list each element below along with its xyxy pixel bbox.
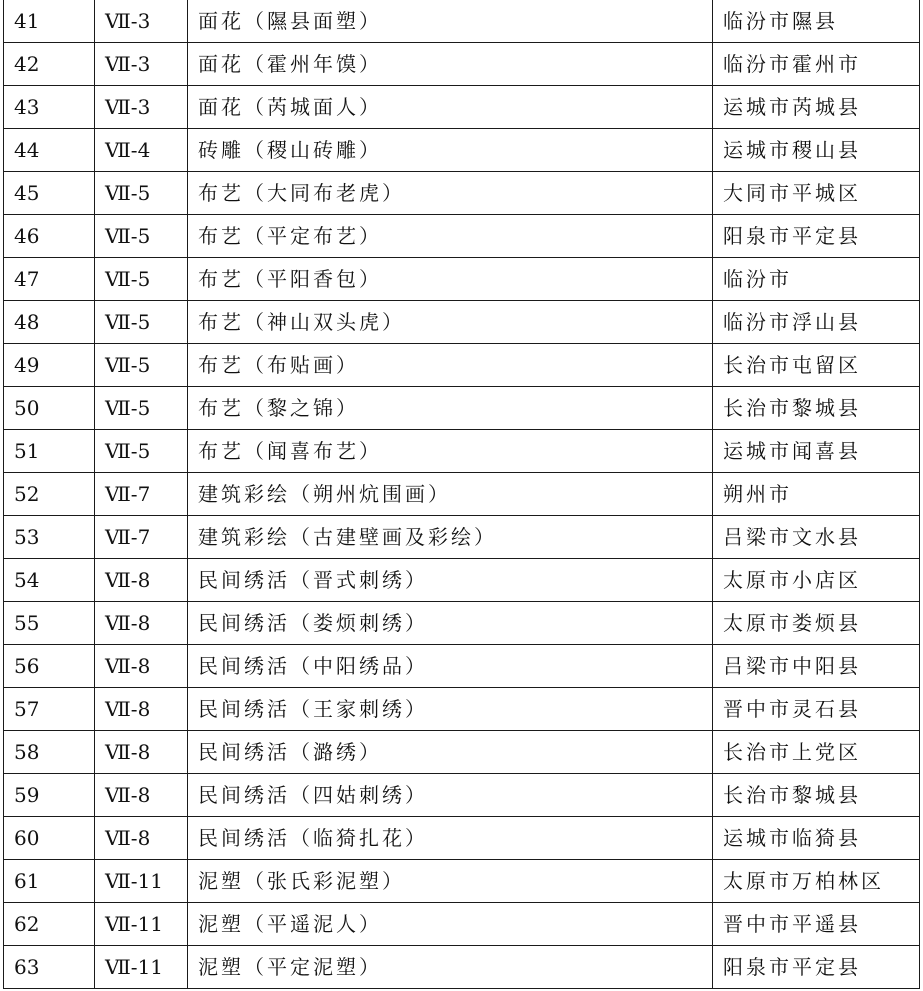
cell-number: 41	[4, 0, 95, 43]
cell-region: 阳泉市平定县	[713, 215, 920, 258]
table-row	[4, 387, 920, 430]
cell-category-code: Ⅶ-5	[95, 301, 188, 344]
cell-number: 50	[4, 387, 95, 430]
table-row	[4, 860, 920, 903]
cell-category-code: Ⅶ-3	[95, 43, 188, 86]
cell-category-code: Ⅶ-4	[95, 129, 188, 172]
cell-number: 47	[4, 258, 95, 301]
cell-number: 54	[4, 559, 95, 602]
cell-project-name: 面花（芮城面人）	[188, 86, 713, 129]
cell-project-name: 布艺（布贴画）	[188, 344, 713, 387]
table-row	[4, 946, 920, 989]
cell-number: 57	[4, 688, 95, 731]
cell-project-name: 泥塑（平遥泥人）	[188, 903, 713, 946]
table-row	[4, 258, 920, 301]
cell-number: 61	[4, 860, 95, 903]
cell-project-name: 布艺（平阳香包）	[188, 258, 713, 301]
cell-project-name: 民间绣活（四姑刺绣）	[188, 774, 713, 817]
cell-project-name: 泥塑（平定泥塑）	[188, 946, 713, 989]
cell-region: 太原市万柏林区	[713, 860, 920, 903]
cell-category-code: Ⅶ-8	[95, 559, 188, 602]
table-row	[4, 645, 920, 688]
cell-region: 阳泉市平定县	[713, 946, 920, 989]
cell-region: 太原市小店区	[713, 559, 920, 602]
table-row	[4, 301, 920, 344]
cell-category-code: Ⅶ-7	[95, 516, 188, 559]
cell-project-name: 建筑彩绘（古建壁画及彩绘）	[188, 516, 713, 559]
table-row	[4, 430, 920, 473]
cell-region: 运城市临猗县	[713, 817, 920, 860]
cell-category-code: Ⅶ-11	[95, 860, 188, 903]
cell-region: 吕梁市文水县	[713, 516, 920, 559]
cell-region: 大同市平城区	[713, 172, 920, 215]
cell-category-code: Ⅶ-5	[95, 172, 188, 215]
cell-number: 53	[4, 516, 95, 559]
table-row	[4, 43, 920, 86]
cell-region: 长治市屯留区	[713, 344, 920, 387]
cell-region: 临汾市霍州市	[713, 43, 920, 86]
cell-number: 58	[4, 731, 95, 774]
cell-region: 太原市娄烦县	[713, 602, 920, 645]
cell-project-name: 布艺（大同布老虎）	[188, 172, 713, 215]
cell-category-code: Ⅶ-8	[95, 688, 188, 731]
cell-project-name: 民间绣活（娄烦刺绣）	[188, 602, 713, 645]
table-row	[4, 86, 920, 129]
cell-project-name: 泥塑（张氏彩泥塑）	[188, 860, 713, 903]
table-body	[4, 0, 920, 989]
cell-category-code: Ⅶ-5	[95, 387, 188, 430]
table-row	[4, 731, 920, 774]
cell-region: 运城市稷山县	[713, 129, 920, 172]
cell-category-code: Ⅶ-3	[95, 0, 188, 43]
cell-region: 长治市黎城县	[713, 774, 920, 817]
cell-project-name: 民间绣活（潞绣）	[188, 731, 713, 774]
table-row	[4, 602, 920, 645]
cell-region: 晋中市灵石县	[713, 688, 920, 731]
cell-category-code: Ⅶ-5	[95, 258, 188, 301]
cell-number: 44	[4, 129, 95, 172]
cell-category-code: Ⅶ-3	[95, 86, 188, 129]
cell-category-code: Ⅶ-5	[95, 430, 188, 473]
table-row	[4, 688, 920, 731]
cell-category-code: Ⅶ-8	[95, 645, 188, 688]
cell-number: 42	[4, 43, 95, 86]
cell-number: 43	[4, 86, 95, 129]
cell-category-code: Ⅶ-11	[95, 903, 188, 946]
table-row	[4, 774, 920, 817]
cell-region: 临汾市	[713, 258, 920, 301]
table-row	[4, 215, 920, 258]
cell-project-name: 面花（霍州年馍）	[188, 43, 713, 86]
cell-region: 长治市上党区	[713, 731, 920, 774]
table-row	[4, 903, 920, 946]
table-row	[4, 344, 920, 387]
cell-number: 59	[4, 774, 95, 817]
cell-region: 临汾市浮山县	[713, 301, 920, 344]
cell-number: 46	[4, 215, 95, 258]
cell-project-name: 布艺（闻喜布艺）	[188, 430, 713, 473]
cell-category-code: Ⅶ-8	[95, 774, 188, 817]
cell-number: 52	[4, 473, 95, 516]
cell-number: 45	[4, 172, 95, 215]
cell-region: 运城市闻喜县	[713, 430, 920, 473]
cell-number: 51	[4, 430, 95, 473]
cell-project-name: 民间绣活（中阳绣品）	[188, 645, 713, 688]
cell-region: 朔州市	[713, 473, 920, 516]
cell-project-name: 民间绣活（王家刺绣）	[188, 688, 713, 731]
table-row	[4, 473, 920, 516]
cell-project-name: 民间绣活（临猗扎花）	[188, 817, 713, 860]
cell-region: 长治市黎城县	[713, 387, 920, 430]
cell-project-name: 布艺（黎之锦）	[188, 387, 713, 430]
cell-project-name: 砖雕（稷山砖雕）	[188, 129, 713, 172]
cell-number: 62	[4, 903, 95, 946]
cell-category-code: Ⅶ-5	[95, 215, 188, 258]
cell-number: 63	[4, 946, 95, 989]
cell-project-name: 建筑彩绘（朔州炕围画）	[188, 473, 713, 516]
table-row	[4, 516, 920, 559]
cell-category-code: Ⅶ-8	[95, 731, 188, 774]
cell-number: 60	[4, 817, 95, 860]
table-row	[4, 129, 920, 172]
cell-region: 运城市芮城县	[713, 86, 920, 129]
cell-category-code: Ⅶ-11	[95, 946, 188, 989]
cell-category-code: Ⅶ-7	[95, 473, 188, 516]
cell-region: 临汾市隰县	[713, 0, 920, 43]
cell-number: 55	[4, 602, 95, 645]
cell-project-name: 面花（隰县面塑）	[188, 0, 713, 43]
cell-project-name: 民间绣活（晋式刺绣）	[188, 559, 713, 602]
cell-category-code: Ⅶ-8	[95, 817, 188, 860]
cell-category-code: Ⅶ-5	[95, 344, 188, 387]
cell-category-code: Ⅶ-8	[95, 602, 188, 645]
cell-project-name: 布艺（神山双头虎）	[188, 301, 713, 344]
cell-region: 晋中市平遥县	[713, 903, 920, 946]
table-row	[4, 559, 920, 602]
heritage-list-table	[3, 0, 920, 989]
table-row	[4, 0, 920, 43]
cell-number: 49	[4, 344, 95, 387]
cell-region: 吕梁市中阳县	[713, 645, 920, 688]
cell-number: 56	[4, 645, 95, 688]
table-row	[4, 817, 920, 860]
cell-number: 48	[4, 301, 95, 344]
table-row	[4, 172, 920, 215]
cell-project-name: 布艺（平定布艺）	[188, 215, 713, 258]
